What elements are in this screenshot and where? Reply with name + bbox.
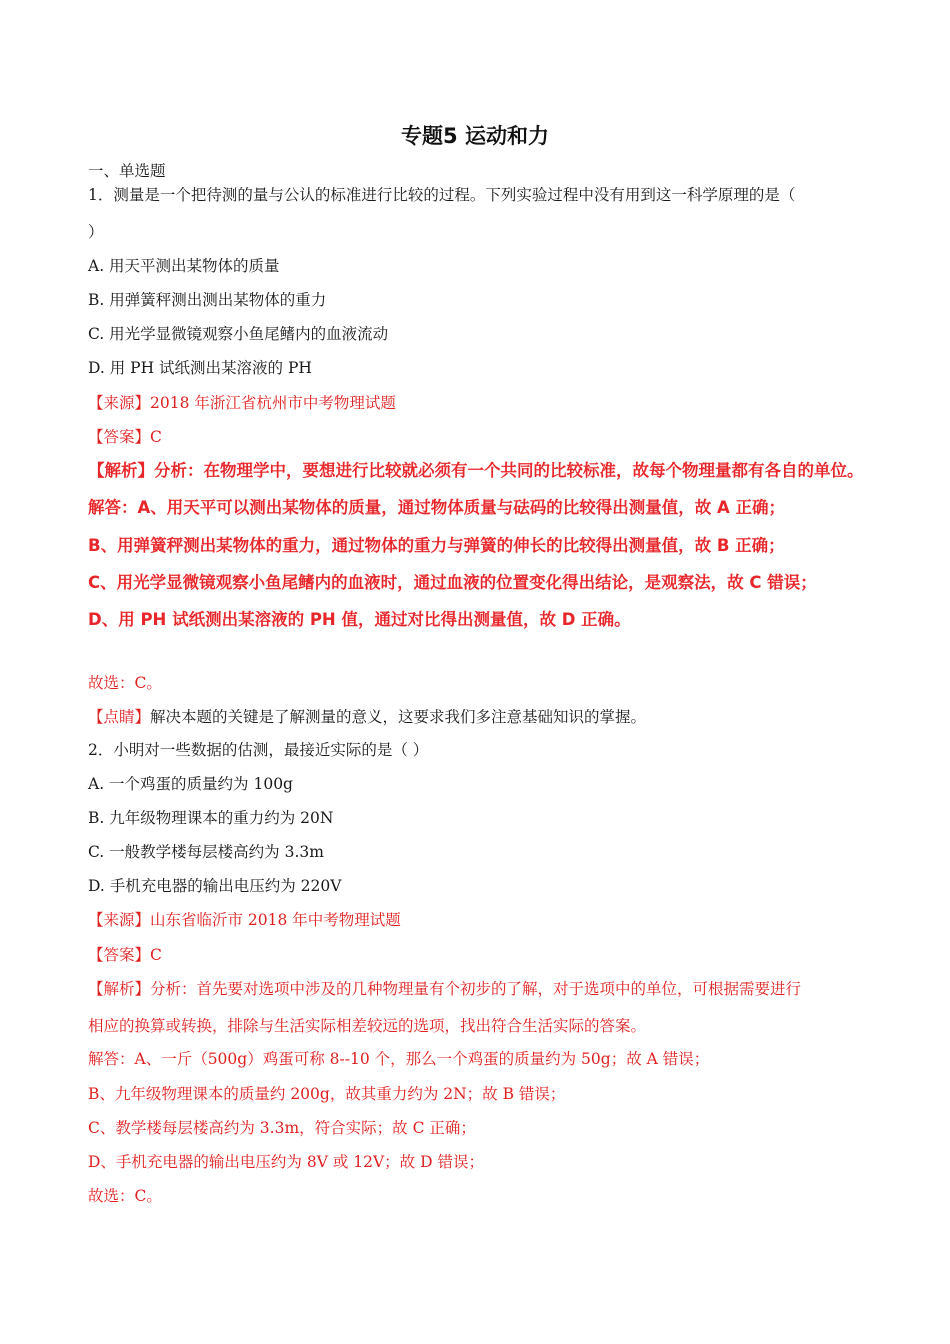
q1-analysis-line-4: C、用光学显微镜观察小鱼尾鳍内的血液时，通过血液的位置变化得出结论，是观察法，故 C 错误；	[88, 573, 817, 592]
q2-option-d: D. 手机充电器的输出电压约为 220V	[88, 877, 342, 895]
q1-stem-line-1: 1．测量是一个把待测的量与公认的标准进行比较的过程。下列实验过程中没有用到这一科学原理的是（	[88, 186, 796, 204]
q1-option-a: A. 用天平测出某物体的质量	[88, 257, 280, 275]
section-heading: 一、单选题	[88, 162, 166, 180]
q2-stem: 2．小明对一些数据的估测，最接近实际的是（ ）	[88, 741, 429, 759]
q1-option-b: B. 用弹簧秤测出测出某物体的重力	[88, 291, 327, 309]
q1-answer: 【答案】C	[88, 428, 162, 446]
q1-stem-line-2: ）	[88, 223, 104, 241]
q1-tip-text: 解决本题的关键是了解测量的意义，这要求我们多注意基础知识的掌握。	[150, 708, 647, 726]
q2-choice: 故选：C。	[88, 1187, 162, 1205]
q2-source: 【来源】山东省临沂市 2018 年中考物理试题	[88, 911, 401, 929]
q2-analysis-line-2: 相应的换算或转换，排除与生活实际相差较远的选项，找出符合生活实际的答案。	[88, 1017, 647, 1035]
q2-option-b: B. 九年级物理课本的重力约为 20N	[88, 809, 334, 827]
q1-choice: 故选：C。	[88, 674, 162, 692]
q2-answer: 【答案】C	[88, 946, 162, 964]
q2-option-c: C. 一般教学楼每层楼高约为 3.3m	[88, 843, 324, 861]
q2-analysis-line-6: D、手机充电器的输出电压约为 8V 或 12V；故 D 错误；	[88, 1153, 484, 1171]
q1-analysis-line-3: B、用弹簧秤测出某物体的重力，通过物体的重力与弹簧的伸长的比较得出测量值，故 B 正确；	[88, 536, 785, 555]
page-title: 专题5 运动和力	[401, 124, 549, 148]
q1-option-c: C. 用光学显微镜观察小鱼尾鳍内的血液流动	[88, 325, 389, 343]
q1-tip-tag: 【点睛】	[88, 708, 151, 726]
q2-option-a: A. 一个鸡蛋的质量约为 100g	[88, 775, 293, 793]
q2-analysis-line-3: 解答：A、一斤（500g）鸡蛋可称 8--10 个，那么一个鸡蛋的质量约为 50g；故 A 错误；	[88, 1050, 710, 1068]
q1-tip	[88, 706, 878, 728]
q1-analysis-line-5: D、用 PH 试纸测出某溶液的 PH 值，通过对比得出测量值，故 D 正确。	[88, 610, 631, 629]
q2-analysis-line-5: C、教学楼每层楼高约为 3.3m，符合实际；故 C 正确；	[88, 1119, 476, 1137]
q1-source: 【来源】2018 年浙江省杭州市中考物理试题	[88, 394, 396, 412]
q2-analysis-line-4: B、九年级物理课本的质量约 200g，故其重力约为 2N；故 B 错误；	[88, 1085, 566, 1103]
q1-analysis-line-2: 解答：A、用天平可以测出某物体的质量，通过物体质量与砝码的比较得出测量值，故 A 正确；	[88, 498, 786, 517]
q1-analysis-line-1: 【解析】分析：在物理学中，要想进行比较就必须有一个共同的比较标准，故每个物理量都有各自的单位。	[88, 461, 864, 480]
q2-analysis-line-1: 【解析】分析：首先要对选项中涉及的几种物理量有个初步的了解，对于选项中的单位，可根据需要进行	[88, 980, 802, 998]
q1-option-d: D. 用 PH 试纸测出某溶液的 PH	[88, 359, 312, 377]
